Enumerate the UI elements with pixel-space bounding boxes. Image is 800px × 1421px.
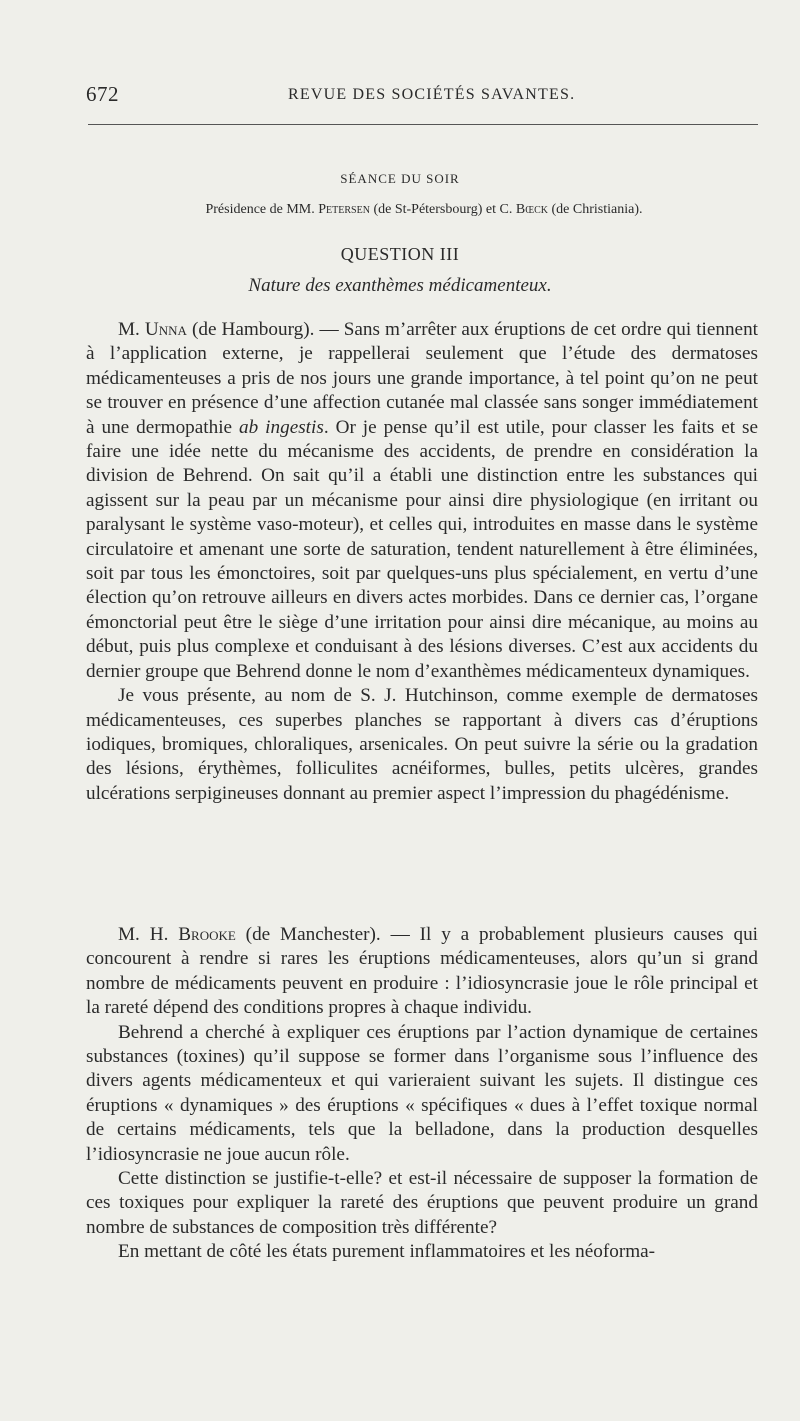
unna-paragraph-1: [86, 318, 758, 684]
president-1-name: Petersen: [318, 202, 370, 217]
question-heading: QUESTION III: [340, 244, 460, 264]
running-head: [86, 82, 758, 112]
question-subtitle: Nature des exanthèmes médicamenteux.: [248, 275, 552, 296]
brooke-paragraph-2: Behrend a cherché à expliquer ces éruptions par l’action dynamique de certaines substances (toxines) qu’il suppose se former dans l’organisme sous l’influence des divers agents médicamenteux et qui varieraient suivant les sujets. Il distingue ces éruptions « dynamiques » des éruptions « spécifiques « dues à l’effet toxique normal de certains médicaments, tels que la belladone, dans la production desquelles l’idiosyncrasie ne joue aucun rôle.: [86, 1021, 758, 1165]
unna-intervention: [86, 318, 758, 806]
header-rule: [88, 124, 758, 125]
brooke-text-1: Il y a probablement plusieurs causes qui concourent à rendre si rares les éruptions médicamenteuses, alors qu’un si grand nombre de médicaments peuvent en produire : l’idiosyncrasie joue le rôle principal et la rareté dépend des conditions propres à chaque individu.: [86, 924, 759, 1019]
unna-text-1a: Sans m’arrêter aux éruptions de cet ordre qui tiennent à l’application externe, je rappellerai seulement que l’étude des dermatoses médicamenteuses a pris de nos jours une grande importance, à tel point qu’on ne peut se trouver en présence d’une affection cutanée mal classée sans songer immédiatement à une dermopathie: [86, 319, 759, 438]
unna-text-1-italic: ab ingestis: [239, 416, 324, 438]
journal-title: REVUE DES SOCIÉTÉS SAVANTES.: [288, 86, 576, 103]
brooke-paragraph-1: [86, 923, 758, 1021]
brooke-paragraph-3: Cette distinction se justifie-t-elle? et est-il nécessaire de supposer la formation de ces toxiques pour expliquer la rareté des éruptions que peuvent produire un grand nombre de substances de composition très différente?: [86, 1168, 758, 1238]
brooke-intervention: [86, 923, 758, 1265]
page-number: 672: [86, 82, 119, 106]
brooke-speaker-place: (de Manchester). —: [235, 924, 420, 945]
brooke-speaker-prefix: M. H.: [118, 924, 179, 945]
session-title: SÉANCE DU SOIR: [340, 171, 460, 186]
brooke-paragraph-4: En mettant de côté les états purement inflammatoires et les néoforma-: [118, 1241, 656, 1263]
brooke-speaker-name: Brooke: [178, 924, 236, 945]
unna-speaker-prefix: M.: [118, 319, 145, 340]
president-2-name: Bœck: [515, 202, 549, 217]
unna-speaker-name: Unna: [144, 319, 187, 340]
unna-text-1b: . Or je pense qu’il est utile, pour classer les faits et se faire une idée nette du mécanisme des accidents, de prendre en considération la division de Behrend. On sait qu’il a établi une distinction entre les substances qui agissent sur la peau par un mécanisme pour ainsi dire physiologique (en irritant ou paralysant le système vaso-moteur), et celles qui, introduites en masse dans le système circulatoire et amenant une sorte de saturation, tendent naturellement à être éliminées, soit par tous les émonctoires, soit par quelques-uns plus spécialement, en vertu d’une élection qu’on retrouve ailleurs en divers actes morbides. Dans ce dernier cas, l’organe émonctorial peut être le siège d’une irritation pour ainsi dire mécanique, au moins au début, puis plus complexe et conduisant à des lésions diverses. C’est aux accidents du dernier groupe que Behrend donne le nom d’exanthèmes médicamenteux dynamiques.: [86, 416, 759, 682]
president-2-place: (de Christiania).: [548, 202, 643, 217]
presidence-prefix: Présidence de MM.: [205, 202, 319, 217]
unna-paragraph-2: Je vous présente, au nom de S. J. Hutchinson, comme exemple de dermatoses médicamenteuses, ces superbes planches se rapportant à divers cas d’éruptions iodiques, bromiques, chloraliques, arsenicales. On peut suivre la série ou la gradation des lésions, érythèmes, folliculites acnéiformes, bulles, petits ulcères, grandes ulcérations serpigineuses donnant au premier aspect l’impression du phagédénisme.: [86, 685, 758, 804]
presidence-line: [90, 202, 758, 218]
unna-speaker-place: (de Hambourg). —: [186, 319, 344, 340]
president-1-place: (de St-Pétersbourg) et C.: [369, 202, 516, 217]
